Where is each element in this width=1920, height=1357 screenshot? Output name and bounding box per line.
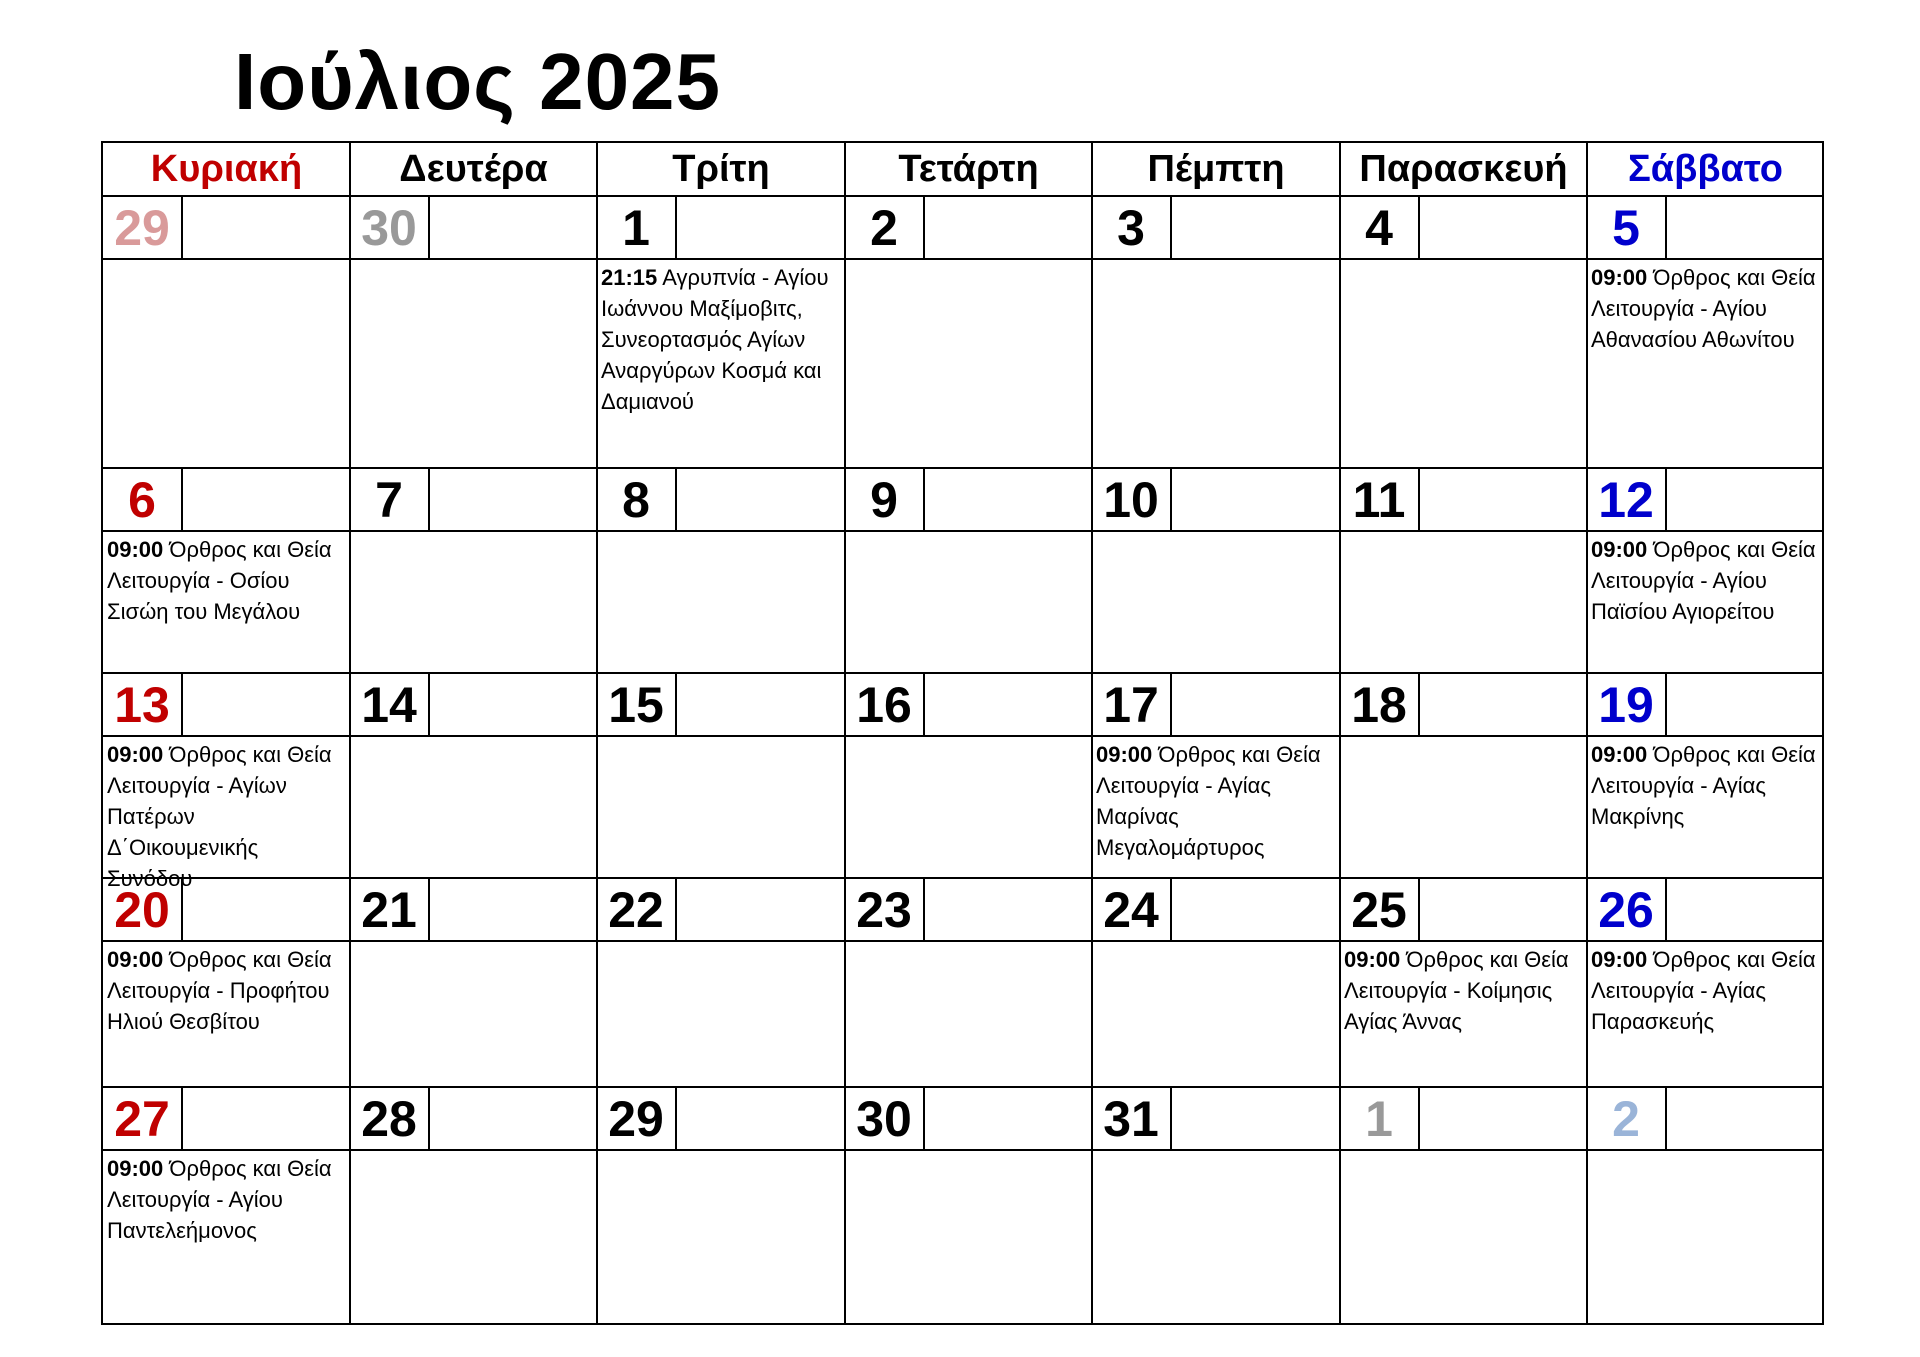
weekday-header: Τετάρτη — [898, 148, 1039, 190]
event-time: 09:00 — [107, 947, 164, 972]
day-number[interactable]: 4 — [1365, 199, 1393, 256]
weekday-header: Παρασκευή — [1359, 148, 1568, 190]
date-box-divider — [1418, 468, 1420, 531]
day-number[interactable]: 10 — [1103, 471, 1159, 528]
event-time: 21:15 — [601, 265, 658, 290]
event-entry[interactable] — [601, 262, 841, 417]
day-number[interactable]: 11 — [1352, 471, 1406, 528]
event-text: Όρθρος και Θεία Λειτουργία - Αγίου Παντελεήμονος — [107, 1156, 332, 1243]
day-number[interactable]: 17 — [1103, 676, 1159, 733]
event-text: Όρθρος και Θεία Λειτουργία - Αγίας Μαρίνας Μεγαλομάρτυρος — [1096, 742, 1321, 860]
event-time: 09:00 — [107, 537, 164, 562]
date-box-divider — [1665, 673, 1667, 736]
date-box-divider — [1665, 468, 1667, 531]
day-number[interactable]: 6 — [128, 471, 156, 528]
day-number[interactable]: 12 — [1598, 471, 1654, 528]
day-number[interactable]: 30 — [361, 199, 417, 256]
event-time: 09:00 — [107, 1156, 164, 1181]
day-number[interactable]: 18 — [1351, 676, 1407, 733]
event-text: Όρθρος και Θεία Λειτουργία - Κοίμησις Αγίας Άννας — [1344, 947, 1569, 1034]
day-number[interactable]: 29 — [608, 1090, 664, 1147]
day-number[interactable]: 30 — [856, 1090, 912, 1147]
date-box-divider — [181, 673, 183, 736]
event-entry[interactable] — [107, 1153, 347, 1246]
day-number[interactable]: 15 — [608, 676, 664, 733]
day-number[interactable]: 22 — [608, 881, 664, 938]
event-entry[interactable] — [107, 534, 347, 627]
event-entry[interactable] — [107, 944, 347, 1037]
event-text: Όρθρος και Θεία Λειτουργία - Αγίας Μακρίνης — [1591, 742, 1816, 829]
date-box-divider — [181, 468, 183, 531]
event-time: 09:00 — [1344, 947, 1401, 972]
event-entry[interactable] — [1591, 739, 1831, 832]
date-box-divider — [1170, 468, 1172, 531]
day-number[interactable]: 31 — [1103, 1090, 1159, 1147]
event-time: 09:00 — [107, 742, 164, 767]
date-box-divider — [1418, 196, 1420, 259]
date-box-divider — [675, 1087, 677, 1150]
day-number[interactable]: 13 — [114, 676, 170, 733]
event-time: 09:00 — [1591, 265, 1648, 290]
weekday-header: Πέμπτη — [1147, 148, 1285, 190]
event-entry[interactable] — [1096, 739, 1336, 863]
date-box-divider — [428, 878, 430, 941]
day-number[interactable]: 19 — [1598, 676, 1654, 733]
date-box-divider — [428, 196, 430, 259]
date-box-divider — [1170, 878, 1172, 941]
day-number[interactable]: 25 — [1351, 881, 1407, 938]
event-entry[interactable] — [1591, 534, 1831, 627]
event-text: Όρθρος και Θεία Λειτουργία - Αγίου Αθανασίου Αθωνίτου — [1591, 265, 1816, 352]
event-text: Όρθρος και Θεία Λειτουργία - Προφήτου Ηλιού Θεσβίτου — [107, 947, 332, 1034]
date-box-divider — [1665, 878, 1667, 941]
event-time: 09:00 — [1591, 742, 1648, 767]
date-box-divider — [923, 878, 925, 941]
event-text: Όρθρος και Θεία Λειτουργία - Αγίου Παϊσίου Αγιορείτου — [1591, 537, 1816, 624]
date-box-divider — [428, 468, 430, 531]
date-box-divider — [1665, 1087, 1667, 1150]
day-number[interactable]: 14 — [361, 676, 417, 733]
date-box-divider — [675, 468, 677, 531]
calendar-title: Ιούλιος 2025 — [234, 37, 722, 126]
date-box-divider — [181, 196, 183, 259]
event-time: 09:00 — [1096, 742, 1153, 767]
date-box-divider — [1418, 1087, 1420, 1150]
event-text: Όρθρος και Θεία Λειτουργία - Αγίων Πατέρων Δ΄Οικουμενικής Συνόδου — [107, 742, 332, 891]
date-box-divider — [428, 1087, 430, 1150]
day-number[interactable]: 8 — [622, 471, 650, 528]
day-number[interactable]: 29 — [114, 199, 170, 256]
date-box-divider — [1170, 1087, 1172, 1150]
event-entry[interactable] — [1344, 944, 1584, 1037]
month-grid — [101, 141, 1824, 1325]
event-entry[interactable] — [107, 739, 347, 894]
date-box-divider — [923, 468, 925, 531]
day-number[interactable]: 2 — [1612, 1090, 1640, 1147]
day-number[interactable]: 26 — [1598, 881, 1654, 938]
date-box-divider — [1170, 673, 1172, 736]
day-number[interactable]: 27 — [114, 1090, 170, 1147]
day-number[interactable]: 5 — [1612, 199, 1640, 256]
day-number[interactable]: 23 — [856, 881, 912, 938]
day-number[interactable]: 20 — [114, 881, 170, 938]
event-text: Αγρυπνία - Αγίου Ιωάννου Μαξίμοβιτς, Συνεορτασμός Αγίων Αναργύρων Κοσμά και Δαμιανού — [601, 265, 829, 414]
date-box-divider — [428, 673, 430, 736]
day-number[interactable]: 9 — [870, 471, 898, 528]
event-entry[interactable] — [1591, 262, 1831, 355]
event-time: 09:00 — [1591, 537, 1648, 562]
weekday-header: Τρίτη — [672, 148, 770, 190]
date-box-divider — [923, 673, 925, 736]
date-box-divider — [675, 673, 677, 736]
date-box-divider — [923, 1087, 925, 1150]
date-box-divider — [1665, 196, 1667, 259]
date-box-divider — [1170, 196, 1172, 259]
date-box-divider — [181, 878, 183, 941]
date-box-divider — [675, 878, 677, 941]
day-number[interactable]: 16 — [856, 676, 912, 733]
weekday-header: Σάββατο — [1627, 148, 1784, 190]
date-box-divider — [675, 196, 677, 259]
event-entry[interactable] — [1591, 944, 1831, 1037]
date-box-divider — [1418, 878, 1420, 941]
weekday-header: Δευτέρα — [399, 148, 548, 190]
date-box-divider — [923, 196, 925, 259]
day-number[interactable]: 2 — [870, 199, 898, 256]
day-number[interactable]: 7 — [375, 471, 403, 528]
day-number[interactable]: 3 — [1117, 199, 1145, 256]
date-box-divider — [181, 1087, 183, 1150]
day-number[interactable]: 1 — [622, 199, 650, 256]
weekday-header: Κυριακή — [150, 148, 303, 190]
event-text: Όρθρος και Θεία Λειτουργία - Αγίας Παρασκευής — [1591, 947, 1816, 1034]
event-time: 09:00 — [1591, 947, 1648, 972]
event-text: Όρθρος και Θεία Λειτουργία - Οσίου Σισώη του Μεγάλου — [107, 537, 332, 624]
day-number[interactable]: 1 — [1365, 1090, 1393, 1147]
day-number[interactable]: 28 — [361, 1090, 417, 1147]
date-box-divider — [1418, 673, 1420, 736]
day-number[interactable]: 24 — [1103, 881, 1159, 938]
day-number[interactable]: 21 — [361, 881, 417, 938]
